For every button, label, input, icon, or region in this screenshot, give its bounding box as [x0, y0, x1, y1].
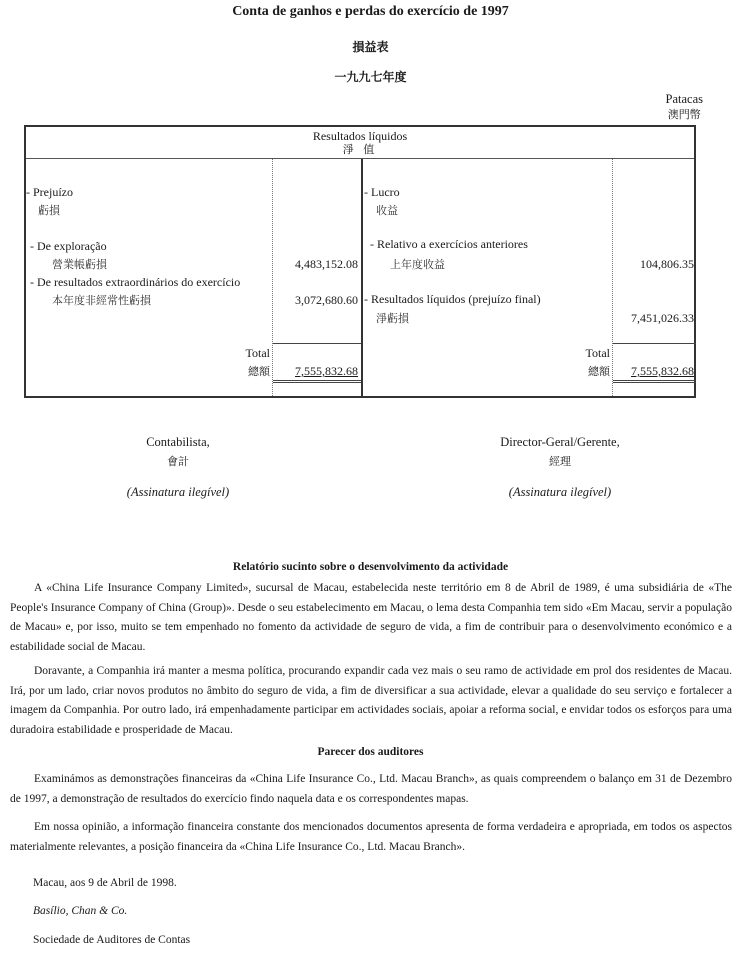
profit-item-label: - Relativo a exercícios anteriores — [370, 237, 528, 251]
signature-director — [460, 432, 660, 502]
signature-role: Director-Geral/Gerente, — [500, 435, 620, 449]
loss-total-rule — [273, 343, 361, 344]
signature-role-cjk: 會計 — [167, 455, 189, 468]
left-value-divider — [272, 159, 273, 396]
document-year-cjk: 一九九七年度 — [334, 70, 407, 84]
profit-total-double-rule — [613, 380, 696, 383]
auditor-firm-type: Sociedade de Auditores de Contas — [33, 934, 191, 946]
signature-note: (Assinatura ilegível) — [508, 485, 612, 499]
profit-total-label: Total — [585, 346, 610, 360]
loss-item-label: - De resultados extraordinários do exercício — [30, 275, 241, 289]
profit-total-label-cjk: 總額 — [588, 365, 610, 378]
table-header — [26, 127, 694, 159]
report-title: Relatório sucinto sobre o desenvolvimento da actividade — [232, 561, 509, 573]
loss-item-label: - De exploração — [30, 239, 107, 253]
table-header-label-cjk: 淨 值 — [342, 143, 378, 156]
document-title: Conta de ganhos e perdas do exercício de 1997 — [232, 4, 509, 19]
profit-item-value: 104,806.35 — [640, 257, 694, 271]
profit-heading: - Lucro — [364, 185, 400, 199]
auditors-paragraph: Examinámos as demonstrações financeiras da «China Life Insurance Co., Ltd. Macau Branch», as quais compreendem o balanço em 31 de Dezembro de 1997, a demonstração de resultados do exercício findo naquela data e os correspondentes mapas. — [10, 773, 732, 805]
signature-accountant — [78, 432, 278, 502]
profit-item-value: 7,451,026.33 — [631, 311, 694, 325]
loss-item-value: 4,483,152.08 — [295, 257, 358, 271]
profit-heading-cjk: 收益 — [376, 204, 398, 217]
right-value-divider — [612, 159, 613, 396]
profit-item-label-cjk: 上年度收益 — [390, 258, 445, 271]
center-divider — [361, 159, 363, 396]
signature-role: Contabilista, — [146, 435, 210, 449]
loss-total-value: 7,555,832.68 — [295, 364, 358, 378]
document-title-cjk: 損益表 — [352, 40, 389, 54]
loss-heading: - Prejuízo — [26, 185, 73, 199]
loss-heading-cjk: 虧損 — [38, 204, 60, 217]
profit-item-label: - Resultados líquidos (prejuízo final) — [364, 292, 541, 306]
loss-item-label-cjk: 營業帳虧損 — [52, 258, 107, 271]
auditors-paragraph: Em nossa opinião, a informação financeira constante dos mencionados documentos apresenta de forma verdadeira e apropriada, em todos os aspectos materialmente relevantes, a posição financeira da «China Life Insurance Co., Ltd. Macau Branch». — [10, 821, 732, 853]
loss-item-label-cjk: 本年度非經常性虧損 — [52, 294, 151, 307]
loss-total-double-rule — [273, 380, 361, 383]
profit-loss-table — [24, 125, 696, 398]
report-paragraph: Doravante, a Companhia irá manter a mesma política, procurando expandir cada vez mais o seu ramo de actividade em prol dos residentes de Macau. Irá, por um lado, criar novos produtos no âmbito do seguro de vida, a fim de diversificar a sua actividade, elevar a qualidade do seu serviço e fortalecer a imagem da Companhia. Por outro lado, irá empenhadamente participar em actividades sociais, apoiar a reforma social, e envidar todos os esforços para uma duradoira estabilidade e prosperidade de Macau. — [10, 665, 732, 736]
signature-note: (Assinatura ilegível) — [126, 485, 230, 499]
loss-total-label: Total — [245, 346, 270, 360]
table-header-label: Resultados líquidos — [312, 129, 408, 143]
profit-item-label-cjk: 淨虧損 — [376, 312, 409, 325]
loss-total-label-cjk: 總額 — [248, 365, 270, 378]
report-paragraph: A «China Life Insurance Company Limited», sucursal de Macau, estabelecida neste território em 8 de Abril de 1989, é uma subsidiária de «The People's Insurance Company of China (Group)». Desde o seu estabelecimento em Macau, o lema desta Companhia tem sido «Em Macau, servir a população de Macau» e, por isso, muito se tem empenhado no fomento da actividade de seguro de vida, a fim de contribuir para o desenvolvimento económico e a estabilidade social de Macau. — [10, 582, 732, 653]
auditor-firm: Basílio, Chan & Co. — [33, 905, 128, 917]
currency-text-cjk: 澳門幣 — [667, 108, 701, 121]
auditors-title: Parecer dos auditores — [317, 746, 424, 758]
place-date: Macau, aos 9 de Abril de 1998. — [33, 877, 177, 889]
signature-role-cjk: 經理 — [549, 455, 571, 468]
loss-item-value: 3,072,680.60 — [295, 293, 358, 307]
profit-total-value: 7,555,832.68 — [631, 364, 694, 378]
currency-label — [666, 92, 703, 122]
currency-text: Patacas — [665, 92, 703, 106]
profit-total-rule — [613, 343, 696, 344]
